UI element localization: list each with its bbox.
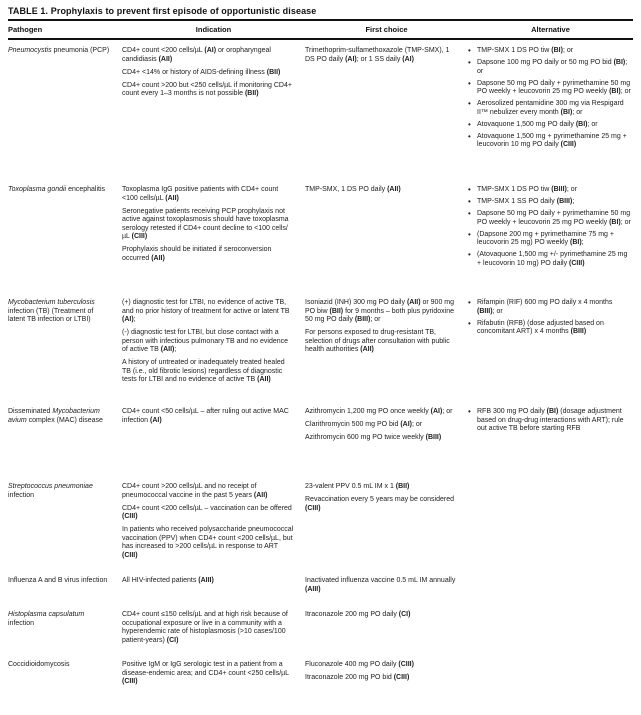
pathogen-cell: Disseminated Mycobacterium avium complex (MAC) disease xyxy=(8,408,103,424)
table-row xyxy=(8,39,633,179)
alternative-cell xyxy=(468,476,633,570)
first-choice-cell: 23-valent PPV 0.5 mL IM x 1 (BII) Revaccination every 5 years may be considered (CIII) xyxy=(305,483,455,512)
pathogen-cell: Mycobacterium tuberculosis infection (TB) (Treatment of latent TB infection or LTBI) xyxy=(8,299,95,324)
first-choice-cell: TMP-SMX, 1 DS PO daily (AII) xyxy=(305,186,401,193)
table-row xyxy=(8,179,633,292)
header-row xyxy=(8,21,633,39)
alternative-cell xyxy=(468,570,633,604)
alternative-cell: • RFB 300 mg PO daily (BI) (dosage adjustment based on drug-drug interactions with ART); rule out active TB before starting RFB xyxy=(468,401,633,476)
indication-cell: CD4+ count <50 cells/µL – after ruling out active MAC infection (AI) xyxy=(122,408,289,424)
indication-cell: CD4+ count >200 cells/µL and no receipt of pneumococcal vaccine in the past 5 years (AII) CD4+ count <200 cells/µL – vaccination can be offered (CIII) In patients who received polysaccharide pneumococcal vaccination (PPV) when CD4+ count <200 cells/µL, but has increased to >200 cells/µL in response to ART (CIII) xyxy=(122,483,294,559)
pathogen-cell: Toxoplasma gondii encephalitis xyxy=(8,186,106,193)
table-row xyxy=(8,570,633,604)
alternative-cell xyxy=(468,604,633,654)
first-choice-cell: Trimethoprim-sulfamethoxazole (TMP-SMX), 1 DS PO daily (AI); or 1 SS daily (AI) xyxy=(305,47,450,63)
first-choice-cell: Fluconazole 400 mg PO daily (CIII) Itraconazole 200 mg PO bid (CIII) xyxy=(305,661,414,682)
indication-cell: All HIV-infected patients (AIII) xyxy=(122,577,214,584)
column-header-alternative: Alternative xyxy=(468,21,633,39)
indication-cell: Toxoplasma IgG positive patients with CD4+ count <100 cells/µL (AII) Seronegative patients receiving PCP prophylaxis not active against toxoplasmosis should have toxoplasma serology retested if CD4+ count decline to <100 cells/µL (CIII) Prophylaxis should be initiated if seroconversion occurred (AII) xyxy=(122,186,289,262)
indication-cell: CD4+ count ≤150 cells/µL and at high risk because of occupational exposure or live in a community with a hyperendemic rate of histoplasmosis (>10 cases/100 patient-years) (CI) xyxy=(122,611,288,644)
table-row xyxy=(8,401,633,476)
table-row xyxy=(8,292,633,401)
table-row xyxy=(8,476,633,570)
pathogen-cell: Histoplasma capsulatum infection xyxy=(8,611,85,627)
first-choice-cell: Itraconazole 200 mg PO daily (CI) xyxy=(305,611,411,618)
pathogen-cell: Influenza A and B virus infection xyxy=(8,577,108,584)
alternative-cell: • TMP-SMX 1 DS PO tiw (BIII); or • TMP-SMX 1 SS PO daily (BIII); • Dapsone 50 mg PO daily + pyrimethamine 50 mg PO weekly + leucovorin 25 mg PO weekly (BI); or • (Dapsone 200 mg + pyrimethamine 75 mg + leucovorin 25 mg) PO weekly (BI); • (Atovaquone 1,500 mg +/- pyrimethamine 25 mg + leucovorin 10 mg) PO daily (CIII) xyxy=(468,179,633,292)
table-title: TABLE 1. Prophylaxis to prevent first episode of opportunistic disease xyxy=(8,6,317,16)
column-header-indication: Indication xyxy=(122,21,305,39)
first-choice-cell: Isoniazid (INH) 300 mg PO daily (AII) or 900 mg PO biw (BII) for 9 months – both plus pyridoxine 50 mg PO daily (BIII); or For persons exposed to drug-resistant TB, selection of drugs after consultation with public health authorities (AII) xyxy=(305,299,455,354)
pathogen-cell: Pneumocystis pneumonia (PCP) xyxy=(8,47,110,54)
indication-cell: (+) diagnostic test for LTBI, no evidence of active TB, and no prior history of treatment for active or latent TB (AI); (-) diagnostic test for LTBI, but close contact with a person with infectious pulmonary TB and no evidence of active TB (AII); A history of untreated or inadequately treated healed TB (i.e., old fibrotic lesions) regardless of diagnostic tests for LTBI and no evidence of active TB (AII) xyxy=(122,299,290,384)
first-choice-cell: Azithromycin 1,200 mg PO once weekly (AI); or Clarithromycin 500 mg PO bid (AI); or Azithromycin 600 mg PO twice weekly (BIII) xyxy=(305,408,453,442)
pathogen-cell: Streptococcus pneumoniae infection xyxy=(8,483,93,499)
pathogen-cell: Coccidioidomycosis xyxy=(8,661,70,668)
alternative-cell: • Rifampin (RIF) 600 mg PO daily x 4 months (BIII); or • Rifabutin (RFB) (dose adjusted based on concomitant ART) x 4 months (BIII) xyxy=(468,292,633,401)
indication-cell: CD4+ count <200 cells/µL (AI) or oropharyngeal candidiasis (AII) CD4+ <14% or history of AIDS-defining illness (BII) CD4+ count >200 but <250 cells/µL if monitoring CD4+ count every 1–3 months is not possible (BII) xyxy=(122,47,292,98)
alternative-cell xyxy=(468,654,633,695)
column-header-pathogen: Pathogen xyxy=(8,21,122,39)
table-row xyxy=(8,604,633,654)
alternative-cell: • TMP-SMX 1 DS PO tiw (BI); or • Dapsone 100 mg PO daily or 50 mg PO bid (BI); or • Dapsone 50 mg PO daily + pyrimethamine 50 mg PO weekly + leucovorin 25 mg PO weekly (BI); or • Aerosolized pentamidine 300 mg via Respigard II™ nebulizer every month (BI); or • Atovaquone 1,500 mg PO daily (BI); or • Atovaquone 1,500 mg + pyrimethamine 25 mg + leucovorin 10 mg PO daily (CIII) xyxy=(468,39,633,179)
indication-cell: Positive IgM or IgG serologic test in a patient from a disease-endemic area; and CD4+ count <250 cells/µL (CIII) xyxy=(122,661,289,686)
first-choice-cell: Inactivated influenza vaccine 0.5 mL IM annually (AIII) xyxy=(305,577,456,593)
prophylaxis-table xyxy=(8,21,633,695)
column-header-first-choice: First choice xyxy=(305,21,468,39)
table-row xyxy=(8,654,633,695)
